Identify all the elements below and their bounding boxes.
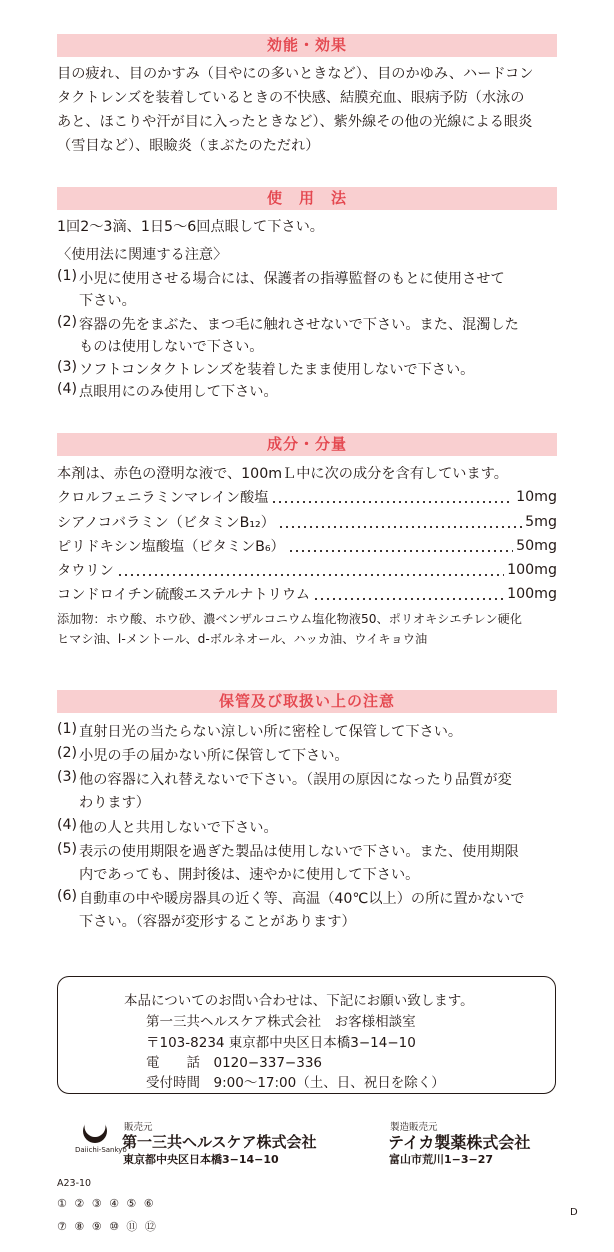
circled-number-codes: ① ② ③ ④ ⑤ ⑥ (57, 1197, 156, 1210)
ingredient-row (57, 486, 557, 508)
usage-dosage: 1回2〜3滴、1日5〜6回点眼して下さい。 (57, 219, 324, 235)
ingredient-amount: 100mg (507, 562, 557, 578)
seller-address: 東京都中央区日本橋3−14−10 (123, 1153, 279, 1166)
contact-intro: 本品についてのお問い合わせは、下記にお願い致します。 (124, 993, 474, 1009)
efficacy-line: タクトレンズを装着しているときの不快感、結膜充血、眼病予防（水泳の (57, 90, 525, 106)
crescent-logo-icon (75, 1118, 123, 1146)
usage-note-line: 下さい。 (79, 293, 136, 309)
usage-note-line: ソフトコンタクトレンズを装着したまま使用しないで下さい。 (79, 362, 475, 378)
seller-role: 販売元 (124, 1122, 153, 1133)
contact-company: 第一三共ヘルスケア株式会社 お客様相談室 (146, 1014, 416, 1030)
ingredient-amount: 10mg (516, 489, 557, 505)
storage-item-line: 他の容器に入れ替えないで下さい。（誤用の原因になったり品質が変 (79, 772, 512, 788)
storage-item-line: 他の人と共用しないで下さい。 (79, 820, 278, 836)
additives-line: ヒマシ油、l-メントール、d-ボルネオール、ハッカ油、ウイキョウ油 (57, 632, 428, 646)
ingredients-intro: 本剤は、赤色の澄明な液で、100mＬ中に次の成分を含有しています。 (57, 466, 508, 482)
document-code: A23-10 (57, 1178, 92, 1189)
ingredient-name: ピリドキシン塩酸塩（ビタミンB₆） (57, 539, 285, 555)
usage-note-line: 容器の先をまぶた、まつ毛に触れさせないで下さい。また、混濁した (79, 317, 519, 333)
ingredient-name: シアノコバラミン（ビタミンB₁₂） (57, 515, 275, 531)
usage-note-line: 小児に使用させる場合には、保護者の指導監督のもとに使用させて (79, 271, 505, 287)
ingredient-row (57, 583, 557, 605)
storage-item-number: (3) (57, 769, 78, 785)
storage-item-number: (5) (57, 841, 78, 857)
storage-item-line: わります） (79, 795, 150, 811)
ingredient-name: コンドロイチン硫酸エステルナトリウム (57, 587, 311, 603)
usage-note-line: ものは使用しないで下さい。 (79, 339, 264, 355)
usage-note-number: (1) (57, 268, 78, 284)
usage-note-number: (4) (57, 381, 78, 397)
usage-note-number: (3) (57, 359, 78, 375)
storage-item-line: 小児の手の届かない所に保管して下さい。 (79, 748, 349, 764)
usage-note-number: (2) (57, 314, 78, 330)
manufacturer-role: 製造販売元 (390, 1122, 438, 1133)
daiichi-sankyo-logo (75, 1118, 127, 1156)
storage-item-line: 自動車の中や暖房器具の近く等、高温（40℃以上）の所に置かないで (79, 891, 525, 907)
ingredients-heading: 成分・分量 (57, 433, 557, 456)
usage-notes-title: 〈使用法に関連する注意〉 (57, 247, 228, 263)
manufacturer-address: 富山市荒川1−3−27 (389, 1153, 494, 1166)
ingredient-name: クロルフェニラミンマレイン酸塩 (57, 490, 269, 506)
contact-hours: 受付時間 9:00〜17:00（土、日、祝日を除く） (146, 1075, 445, 1091)
logo-text: Daiichi-Sankyo (75, 1146, 127, 1154)
usage-note-line: 点眼用にのみ使用して下さい。 (79, 384, 278, 400)
additives-line: 添加物：ホウ酸、ホウ砂、濃ベンザルコニウム塩化物液50、ポリオキシエチレン硬化 (57, 612, 522, 626)
circled-number-codes: ⑦ ⑧ ⑨ ⑩ ⑪ ⑫ (57, 1220, 158, 1233)
storage-item-line: 内であっても、開封後は、速やかに使用して下さい。 (79, 867, 420, 883)
efficacy-line: 目の疲れ、目のかすみ（目やにの多いときなど）、目のかゆみ、ハードコン (57, 66, 534, 82)
contact-phone: 電 話 0120−337−336 (146, 1055, 323, 1071)
contact-address: 〒103-8234 東京都中央区日本橋3−14−10 (146, 1035, 416, 1051)
leader-dots (117, 559, 504, 581)
storage-item-number: (4) (57, 817, 78, 833)
usage-heading: 使 用 法 (57, 187, 557, 210)
storage-item-line: 下さい。（容器が変形することがあります） (79, 914, 356, 930)
leader-dots (288, 535, 513, 557)
efficacy-line: （雪目など）、眼瞼炎（まぶたのただれ） (57, 138, 320, 154)
seller-name: 第一三共ヘルスケア株式会社 (122, 1133, 317, 1151)
version-letter: D (570, 1207, 580, 1218)
ingredient-row (57, 511, 557, 533)
storage-item-line: 表示の使用期限を過ぎた製品は使用しないで下さい。また、使用期限 (79, 844, 519, 860)
leader-dots (313, 583, 504, 605)
storage-heading: 保管及び取扱い上の注意 (57, 690, 557, 713)
ingredient-amount: 100mg (507, 586, 557, 602)
leader-dots (278, 511, 522, 533)
storage-item-number: (2) (57, 745, 78, 761)
manufacturer-name: テイカ製薬株式会社 (388, 1133, 531, 1152)
contact-box (57, 976, 556, 1094)
storage-item-number: (6) (57, 888, 78, 904)
efficacy-heading: 効能・効果 (57, 34, 557, 57)
ingredient-name: タウリン (57, 563, 114, 579)
efficacy-line: あと、ほこりや汗が目に入ったときなど）、紫外線その他の光線による眼炎 (57, 114, 533, 130)
storage-item-line: 直射日光の当たらない涼しい所に密栓して保管して下さい。 (79, 724, 463, 740)
storage-item-number: (1) (57, 721, 78, 737)
ingredient-amount: 50mg (516, 538, 557, 554)
ingredient-amount: 5mg (525, 514, 557, 530)
ingredient-row (57, 535, 557, 557)
ingredient-row (57, 559, 557, 581)
leader-dots (271, 486, 513, 508)
